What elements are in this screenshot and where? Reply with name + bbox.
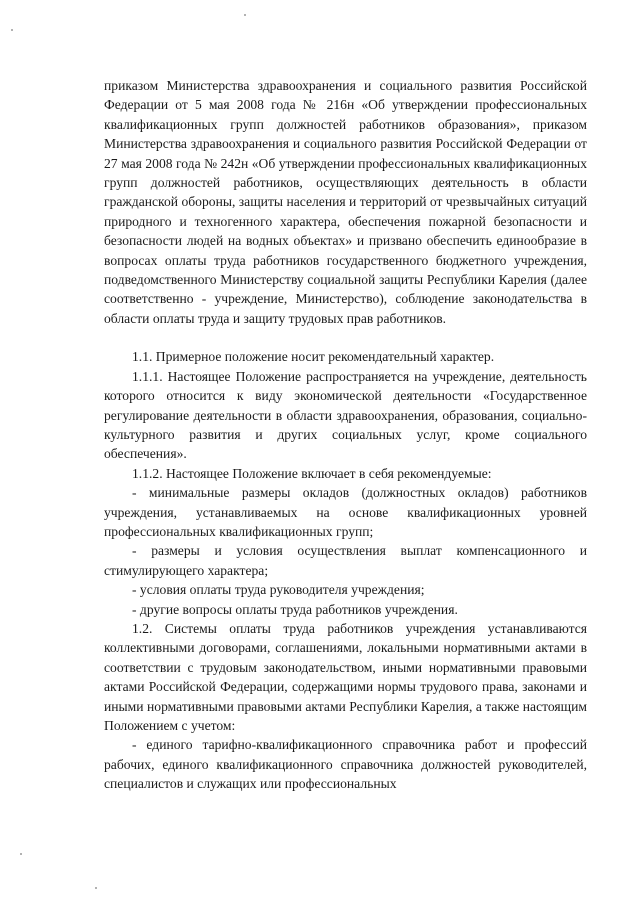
document-body	[104, 76, 587, 794]
list-item-payments: - размеры и условия осуществления выплат компенсационного и стимулирующего характера;	[104, 543, 587, 578]
list-item-reference-books: - единого тарифно-квалификационного справочника работ и профессий рабочих, единого квалификационного справочника должностей руководителей, специалистов и служащих или профессиональных	[104, 737, 587, 792]
paragraph-1-1-2: 1.1.2. Настоящее Положение включает в себя рекомендуемые:	[132, 465, 492, 481]
scan-speck	[11, 29, 13, 31]
list-item-salaries: - минимальные размеры окладов (должностных окладов) работников учреждения, устанавливаемых на основе квалификационных уровней профессиональных квалификационных групп;	[104, 485, 587, 539]
paragraph-1-2: 1.2. Системы оплаты труда работников учреждения устанавливаются коллективными договорами, соглашениями, локальными нормативными актами в соответствии с трудовым законодательством, иными нормативными правовыми актами Российской Федерации, содержащими нормы трудового права, законами и иными нормативными правовыми актами Республики Карелия, а также настоящим Положением с учетом:	[104, 620, 587, 733]
paragraph-intro-continuation: приказом Министерства здравоохранения и социального развития Российской Федерации от 5 мая 2008 года № 216н «Об утверждении профессиональных квалификационных групп должностей работников образования», приказом Министерства здравоохранения и социального развития Российской Федерации от 27 мая 2008 года № 242н «Об утверждении профессиональных квалификационных групп должностей работников, осуществляющих деятельность в области гражданской обороны, защиты населения и территорий от чрезвычайных ситуаций природного и техногенного характера, обеспечения пожарной безопасности и безопасности людей на водных объектах» и призвано обеспечить единообразие в вопросах оплаты труда работников государственного бюджетного учреждения, подведомственного Министерству социальной защиты Республики Карелия (далее соответственно - учреждение, Министерство), соблюдение законодательства в области оплаты труда и защиту трудовых прав работников.	[104, 78, 587, 326]
list-item-head-pay: - условия оплаты труда руководителя учреждения;	[132, 582, 425, 598]
paragraph-1-1-1: 1.1.1. Настоящее Положение распространяется на учреждение, деятельность которого относится к виду экономической деятельности «Государственное регулирование деятельности в области здравоохранения, образования, социально-культурного развития и других социальных услуг, кроме социального обеспечения».	[104, 368, 587, 462]
scan-speck	[20, 853, 22, 855]
paragraph-1-1: 1.1. Примерное положение носит рекомендательный характер.	[132, 349, 495, 365]
list-item-other: - другие вопросы оплаты труда работников учреждения.	[132, 601, 458, 617]
scan-speck	[95, 887, 97, 889]
scan-speck	[244, 14, 246, 16]
